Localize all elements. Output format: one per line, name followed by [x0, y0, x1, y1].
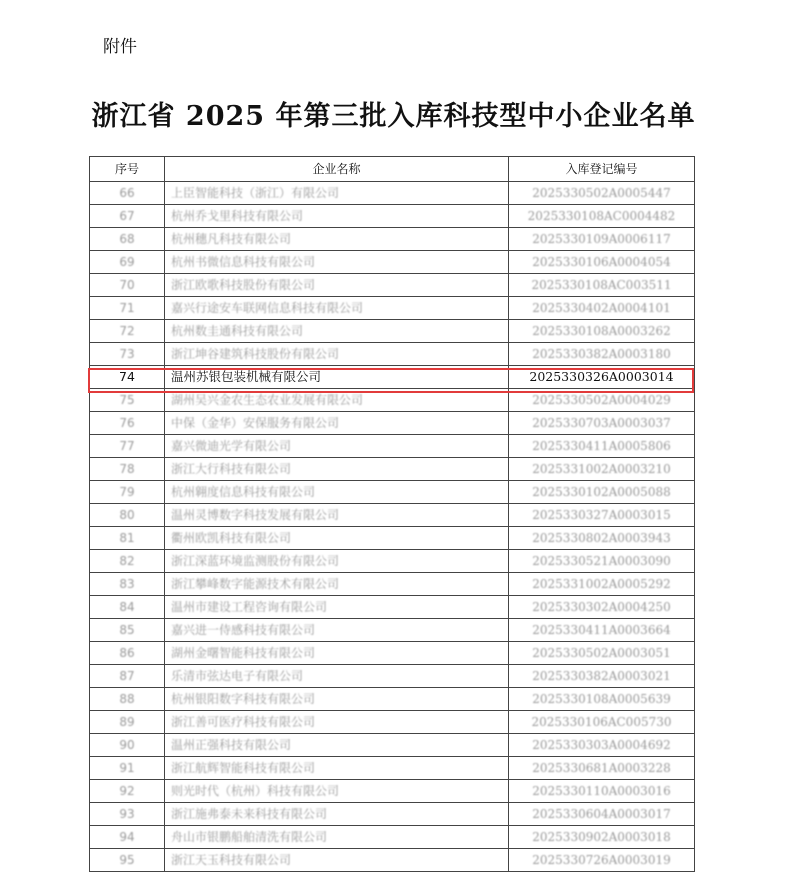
row-company-name: 上臣智能科技（浙江）有限公司	[165, 182, 509, 205]
table-row	[90, 297, 695, 320]
table-row	[90, 757, 695, 780]
row-number: 79	[90, 481, 165, 504]
row-number: 92	[90, 780, 165, 803]
table-header-row	[90, 157, 695, 182]
table-row-highlighted	[90, 366, 695, 389]
row-company-name: 浙江善可医疗科技有限公司	[165, 711, 509, 734]
row-number: 80	[90, 504, 165, 527]
row-company-name: 杭州书微信息科技有限公司	[165, 251, 509, 274]
table-row	[90, 274, 695, 297]
row-company-name: 则光时代（杭州）科技有限公司	[165, 780, 509, 803]
row-number: 82	[90, 550, 165, 573]
row-number: 84	[90, 596, 165, 619]
table-row	[90, 734, 695, 757]
row-company-name: 浙江坤谷建筑科技股份有限公司	[165, 343, 509, 366]
table-row	[90, 550, 695, 573]
row-registration-code: 2025330502A0005447	[509, 182, 695, 205]
row-registration-code: 2025330502A0003051	[509, 642, 695, 665]
row-number: 93	[90, 803, 165, 826]
table-row	[90, 688, 695, 711]
row-registration-code: 2025330411A0003664	[509, 619, 695, 642]
header-company-name: 企业名称	[165, 157, 509, 182]
row-company-name: 浙江天玉科技有限公司	[165, 849, 509, 872]
row-company-name: 嘉兴微迪光学有限公司	[165, 435, 509, 458]
row-registration-code: 2025330681A0003228	[509, 757, 695, 780]
row-number: 74	[90, 366, 165, 389]
row-number: 88	[90, 688, 165, 711]
table-row	[90, 849, 695, 872]
table-row	[90, 435, 695, 458]
row-registration-code: 2025330108AC0004482	[509, 205, 695, 228]
table-row	[90, 320, 695, 343]
row-company-name: 舟山市银鹏船舶清洗有限公司	[165, 826, 509, 849]
row-number: 76	[90, 412, 165, 435]
row-registration-code: 2025331002A0003210	[509, 458, 695, 481]
row-company-name: 湖州金曙智能科技有限公司	[165, 642, 509, 665]
table-row	[90, 389, 695, 412]
row-company-name: 杭州银阳数字科技有限公司	[165, 688, 509, 711]
row-company-name: 温州市建设工程咨询有限公司	[165, 596, 509, 619]
row-number: 95	[90, 849, 165, 872]
row-company-name: 温州苏银包装机械有限公司	[165, 366, 509, 389]
row-number: 86	[90, 642, 165, 665]
row-company-name: 乐清市弦达电子有限公司	[165, 665, 509, 688]
row-registration-code: 2025330402A0004101	[509, 297, 695, 320]
row-number: 90	[90, 734, 165, 757]
row-registration-code: 2025330382A0003180	[509, 343, 695, 366]
row-company-name: 温州灵博数字科技发展有限公司	[165, 504, 509, 527]
row-company-name: 浙江欧歌科技股份有限公司	[165, 274, 509, 297]
row-number: 66	[90, 182, 165, 205]
row-number: 73	[90, 343, 165, 366]
row-number: 83	[90, 573, 165, 596]
row-registration-code: 2025330726A0003019	[509, 849, 695, 872]
row-registration-code: 2025330303A0004692	[509, 734, 695, 757]
attachment-label: 附件	[103, 37, 137, 57]
row-number: 68	[90, 228, 165, 251]
row-number: 91	[90, 757, 165, 780]
row-number: 71	[90, 297, 165, 320]
enterprise-table	[89, 156, 695, 872]
header-number: 序号	[90, 157, 165, 182]
row-number: 78	[90, 458, 165, 481]
table-row	[90, 642, 695, 665]
row-company-name: 嘉兴行途安车联网信息科技有限公司	[165, 297, 509, 320]
table-row	[90, 412, 695, 435]
table-row	[90, 573, 695, 596]
table-row	[90, 665, 695, 688]
row-registration-code: 2025330703A0003037	[509, 412, 695, 435]
row-registration-code: 2025330502A0004029	[509, 389, 695, 412]
row-registration-code: 2025330326A0003014	[509, 366, 695, 389]
row-company-name: 嘉兴进一侍感科技有限公司	[165, 619, 509, 642]
row-number: 85	[90, 619, 165, 642]
row-registration-code: 2025330902A0003018	[509, 826, 695, 849]
row-registration-code: 2025330106AC005730	[509, 711, 695, 734]
row-company-name: 温州正强科技有限公司	[165, 734, 509, 757]
row-company-name: 中保（金华）安保服务有限公司	[165, 412, 509, 435]
row-registration-code: 2025330327A0003015	[509, 504, 695, 527]
row-company-name: 浙江航辉智能科技有限公司	[165, 757, 509, 780]
row-number: 69	[90, 251, 165, 274]
row-registration-code: 2025330109A0006117	[509, 228, 695, 251]
table-row	[90, 251, 695, 274]
row-registration-code: 2025331002A0005292	[509, 573, 695, 596]
row-registration-code: 2025330108AC003511	[509, 274, 695, 297]
row-company-name: 浙江施弗泰未来科技有限公司	[165, 803, 509, 826]
row-registration-code: 2025330604A0003017	[509, 803, 695, 826]
row-registration-code: 2025330521A0003090	[509, 550, 695, 573]
header-registration-code: 入库登记编号	[509, 157, 695, 182]
row-registration-code: 2025330108A0005639	[509, 688, 695, 711]
row-number: 72	[90, 320, 165, 343]
row-registration-code: 2025330302A0004250	[509, 596, 695, 619]
table-row	[90, 205, 695, 228]
row-number: 67	[90, 205, 165, 228]
row-number: 94	[90, 826, 165, 849]
row-number: 77	[90, 435, 165, 458]
row-company-name: 浙江攀峰数字能源技术有限公司	[165, 573, 509, 596]
row-registration-code: 2025330108A0003262	[509, 320, 695, 343]
row-registration-code: 2025330106A0004054	[509, 251, 695, 274]
row-number: 89	[90, 711, 165, 734]
row-registration-code: 2025330382A0003021	[509, 665, 695, 688]
row-number: 70	[90, 274, 165, 297]
table-row	[90, 780, 695, 803]
row-number: 75	[90, 389, 165, 412]
row-registration-code: 2025330102A0005088	[509, 481, 695, 504]
table-body	[90, 182, 695, 872]
row-company-name: 杭州乔戈里科技有限公司	[165, 205, 509, 228]
row-number: 87	[90, 665, 165, 688]
table-row	[90, 182, 695, 205]
row-company-name: 湖州吴兴金农生态农业发展有限公司	[165, 389, 509, 412]
row-company-name: 衢州欧凯科技有限公司	[165, 527, 509, 550]
table-row	[90, 504, 695, 527]
table-row	[90, 458, 695, 481]
row-company-name: 杭州穗凡科技有限公司	[165, 228, 509, 251]
row-company-name: 浙江大行科技有限公司	[165, 458, 509, 481]
row-number: 81	[90, 527, 165, 550]
row-registration-code: 2025330411A0005806	[509, 435, 695, 458]
table-row	[90, 343, 695, 366]
table-row	[90, 826, 695, 849]
table-row	[90, 228, 695, 251]
row-company-name: 杭州翱度信息科技有限公司	[165, 481, 509, 504]
row-company-name: 杭州数圭通科技有限公司	[165, 320, 509, 343]
table-row	[90, 527, 695, 550]
table-row	[90, 803, 695, 826]
table-row	[90, 481, 695, 504]
table-row	[90, 711, 695, 734]
table-row	[90, 596, 695, 619]
document-title: 浙江省 2025 年第三批入库科技型中小企业名单	[91, 101, 696, 132]
row-registration-code: 2025330110A0003016	[509, 780, 695, 803]
row-registration-code: 2025330802A0003943	[509, 527, 695, 550]
table-row	[90, 619, 695, 642]
row-company-name: 浙江深蓝环境监测股份有限公司	[165, 550, 509, 573]
